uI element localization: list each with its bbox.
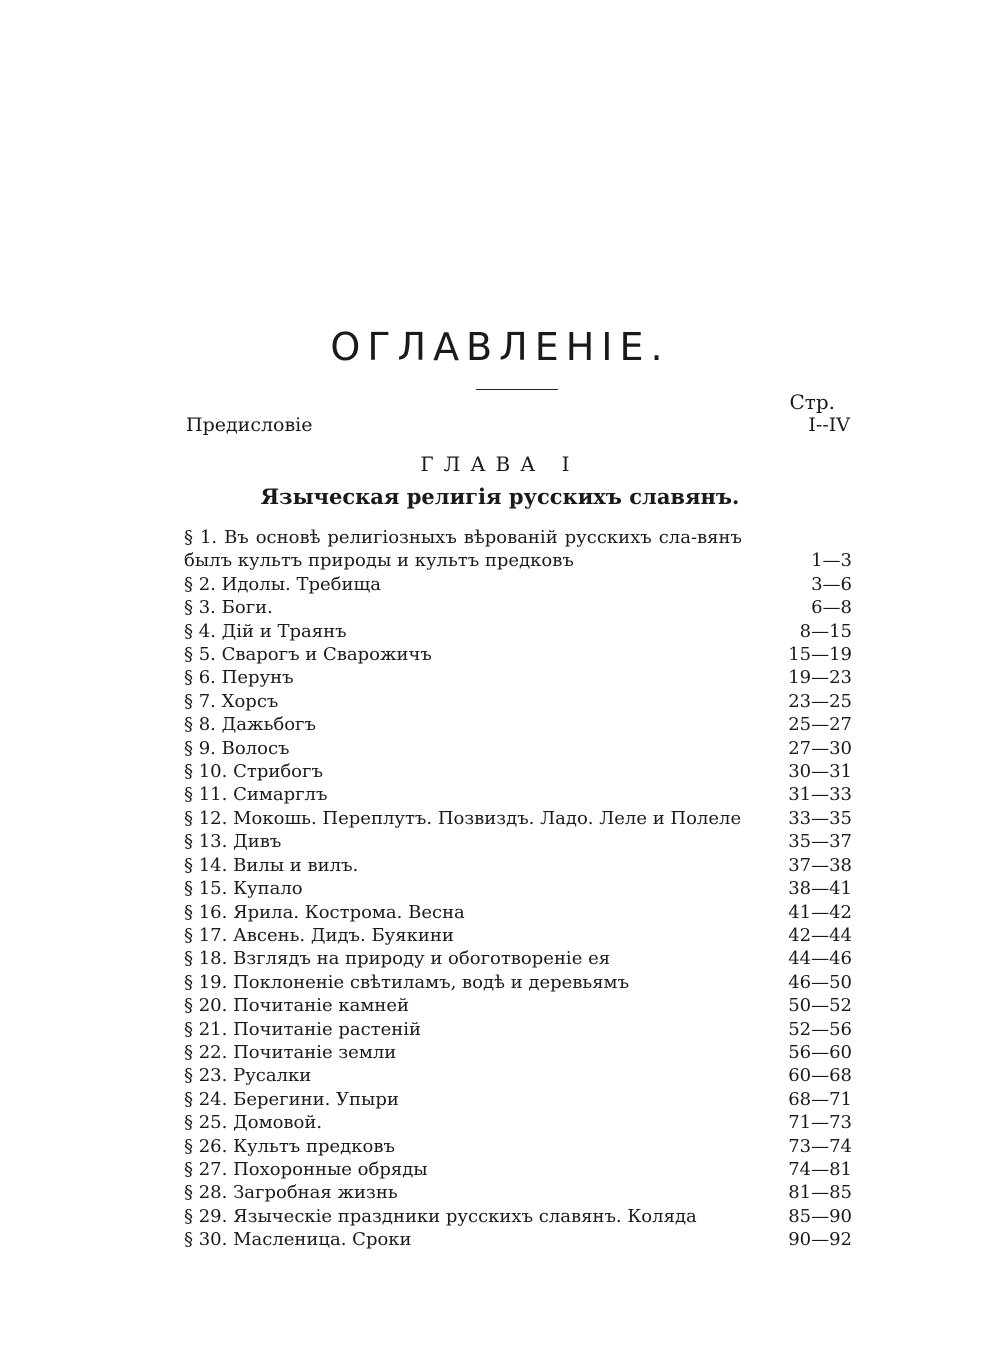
page-title: ОГЛАВЛЕНIЕ. (330, 325, 670, 369)
toc-entry (184, 901, 852, 924)
toc-entry-pages: 68—71 (788, 1088, 852, 1110)
toc-entry (184, 666, 852, 689)
toc-entry (184, 1205, 852, 1228)
toc-entry-title (184, 994, 852, 1017)
toc-entry-title (184, 1181, 852, 1204)
toc-entry-number: § 16. (184, 901, 228, 923)
toc-entry-number: § 17. (184, 924, 228, 946)
toc-entry-title (184, 947, 852, 970)
toc-entry-pages: 27—30 (788, 737, 852, 759)
toc-entry-pages: 46—50 (788, 971, 852, 993)
toc-entry-title (184, 924, 852, 947)
toc-entry (184, 994, 852, 1017)
toc-entry-text: Сварогъ и Сварожичъ (221, 644, 432, 666)
page-column-label: Стр. (789, 390, 835, 414)
toc-entry-pages: 41—42 (788, 901, 852, 923)
title-divider (476, 389, 558, 390)
toc-entry-pages: 44—46 (788, 948, 852, 970)
toc-entry (184, 596, 852, 619)
toc-entry-title (184, 620, 852, 643)
toc-entry-pages: 50—52 (788, 995, 852, 1017)
toc-entry-pages: 56—60 (788, 1041, 852, 1063)
toc-entry (184, 620, 852, 643)
toc-entry-title (184, 690, 852, 713)
toc-entry (184, 807, 852, 830)
toc-entry (184, 924, 852, 947)
toc-entry-text: Дажьбогъ (221, 714, 316, 736)
toc-entry-text: Почитанiе растенiй (233, 1018, 422, 1040)
toc-entry-pages: 31—33 (788, 784, 852, 806)
toc-entry-pages: 85—90 (788, 1205, 852, 1227)
toc-entry-number: § 14. (184, 854, 228, 876)
toc-entry-pages: 23—25 (788, 690, 852, 712)
toc-entry-number: § 18. (184, 948, 228, 970)
toc-entry-number: § 9. (184, 737, 216, 759)
toc-entry-text: Дивъ (233, 831, 282, 853)
toc-entry-title (184, 573, 852, 596)
toc-entry-text: Языческiе праздники русскихъ славянъ. Коляда (233, 1205, 697, 1227)
toc-entry-title (184, 1135, 852, 1158)
toc-entry (184, 1228, 852, 1251)
toc-entry-number: § 21. (184, 1018, 228, 1040)
toc-entry-title (184, 1205, 852, 1228)
toc-entry-pages: 1—3 (811, 550, 852, 572)
toc-entry-text: Дiй и Траянъ (221, 620, 347, 642)
toc-entry-number: § 11. (184, 784, 228, 806)
toc-entry (184, 947, 852, 970)
toc-entry-text: Русалки (233, 1065, 312, 1087)
toc-entry-title (184, 643, 852, 666)
toc-entry (184, 971, 852, 994)
toc-entry-number: § 8. (184, 714, 216, 736)
toc-entry (184, 1064, 852, 1087)
toc-entry-text: Симарглъ (233, 784, 328, 806)
toc-entry-title (184, 1228, 852, 1251)
toc-entry-number: § 22. (184, 1041, 228, 1063)
toc-entry-number: § 26. (184, 1135, 228, 1157)
toc-entry-title (184, 666, 852, 689)
toc-entry-title (184, 971, 852, 994)
toc-entry (184, 1158, 852, 1181)
toc-entry-number: § 28. (184, 1182, 228, 1204)
toc-entry (184, 1018, 852, 1041)
toc-entry-number: § 19. (184, 971, 228, 993)
chapter-heading: ГЛАВА I (420, 452, 580, 476)
toc-entry-pages: 81—85 (788, 1182, 852, 1204)
toc-entry-pages: 52—56 (788, 1018, 852, 1040)
toc-entry (184, 713, 852, 736)
toc-entry (184, 1111, 852, 1134)
toc-entry-text: Ярила. Кострома. Весна (233, 901, 465, 923)
toc-entry-title (184, 807, 852, 830)
toc-entry-text: Масленица. Сроки (233, 1229, 412, 1251)
toc-entry-pages: 60—68 (788, 1065, 852, 1087)
toc-entry-text: Почитанiе камней (233, 995, 409, 1017)
toc-entry-number: § 27. (184, 1158, 228, 1180)
toc-entry-number: § 7. (184, 690, 216, 712)
toc-entry (184, 1088, 852, 1111)
toc-entry-number: § 10. (184, 761, 228, 783)
toc-entry-number: § 20. (184, 995, 228, 1017)
toc-entry-text: Боги. (221, 597, 273, 619)
toc-entry-text: Берегини. Упыри (233, 1088, 399, 1110)
toc-entry (184, 783, 852, 806)
toc-entry-number: § 13. (184, 831, 228, 853)
toc-entry-text: Загробная жизнь (233, 1182, 398, 1204)
toc-entry-number: § 1. (184, 527, 218, 548)
toc-entry-number: § 6. (184, 667, 216, 689)
toc-entry-text: Взглядъ на природу и обоготворенiе ея (233, 948, 611, 970)
toc-entry-pages: 6—8 (811, 597, 852, 619)
toc-entry (184, 690, 852, 713)
toc-entry-number: § 15. (184, 878, 228, 900)
toc-entry-pages: 90—92 (788, 1229, 852, 1251)
toc-entry-text: Стрибогъ (233, 761, 323, 783)
toc-entry-number: § 23. (184, 1065, 228, 1087)
toc-entry-title (184, 1018, 852, 1041)
toc-entry (184, 1135, 852, 1158)
toc-entry-text: Похоронные обряды (233, 1158, 428, 1180)
preface-pages: I--IV (808, 414, 850, 436)
toc-entry-text: Почитанiе земли (233, 1041, 397, 1063)
toc-entry-number: § 24. (184, 1088, 228, 1110)
toc-entry-pages: 30—31 (788, 761, 852, 783)
toc-entry-pages: 15—19 (788, 644, 852, 666)
toc-entry-number: § 12. (184, 807, 228, 829)
toc-entry (184, 737, 852, 760)
toc-entry (184, 526, 852, 573)
toc-entry-pages: 8—15 (799, 620, 852, 642)
toc-entry-text: Мокошь. Переплутъ. Позвиздъ. Ладо. Леле и Полеле (233, 807, 742, 829)
table-of-contents (184, 526, 852, 1252)
toc-entry-text: Волосъ (221, 737, 290, 759)
preface-label: Предисловiе (186, 414, 313, 436)
toc-entry-text: Купало (233, 878, 303, 900)
toc-entry-text: Перунъ (221, 667, 294, 689)
toc-entry-text: Въ основѣ религiозныхъ вѣрованiй русскихъ сла-вянъ былъ культъ природы и культъ предковъ (184, 527, 742, 572)
toc-entry-number: § 4. (184, 620, 216, 642)
toc-entry (184, 1181, 852, 1204)
toc-entry-pages: 42—44 (788, 924, 852, 946)
toc-entry-title (184, 526, 852, 573)
toc-entry-text: Вилы и вилъ. (233, 854, 359, 876)
toc-entry-title (184, 596, 852, 619)
toc-entry-text: Идолы. Требища (221, 573, 381, 595)
toc-entry-title (184, 901, 852, 924)
toc-entry-number: § 3. (184, 597, 216, 619)
toc-entry-number: § 25. (184, 1112, 228, 1134)
toc-entry-pages: 73—74 (788, 1135, 852, 1157)
toc-entry-title (184, 1158, 852, 1181)
toc-entry (184, 854, 852, 877)
toc-entry-pages: 35—37 (788, 831, 852, 853)
toc-entry-text: Поклоненiе свѣтиламъ, водѣ и деревьямъ (233, 971, 630, 993)
toc-entry-title (184, 830, 852, 853)
toc-entry-pages: 25—27 (788, 714, 852, 736)
toc-entry-title (184, 1064, 852, 1087)
toc-entry-pages: 33—35 (788, 807, 852, 829)
toc-entry-title (184, 713, 852, 736)
toc-entry-title (184, 1041, 852, 1064)
toc-entry-text: Авсень. Дидъ. Буякини (233, 924, 454, 946)
toc-entry (184, 643, 852, 666)
toc-entry (184, 877, 852, 900)
toc-entry-title (184, 877, 852, 900)
toc-entry (184, 760, 852, 783)
toc-entry-title (184, 1088, 852, 1111)
toc-entry-number: § 5. (184, 644, 216, 666)
chapter-subtitle: Языческая религiя русскихъ славянъ. (260, 484, 740, 509)
toc-entry-pages: 37—38 (788, 854, 852, 876)
toc-entry-pages: 19—23 (788, 667, 852, 689)
toc-entry-pages: 74—81 (788, 1158, 852, 1180)
toc-entry-text: Культъ предковъ (233, 1135, 395, 1157)
toc-entry-pages: 71—73 (788, 1112, 852, 1134)
toc-entry (184, 573, 852, 596)
toc-entry-text: Домовой. (233, 1112, 323, 1134)
toc-entry-title (184, 854, 852, 877)
toc-entry-title (184, 1111, 852, 1134)
toc-entry-text: Хорсъ (221, 690, 279, 712)
toc-entry-number: § 29. (184, 1205, 228, 1227)
toc-entry-pages: 3—6 (811, 573, 852, 595)
toc-entry-title (184, 783, 852, 806)
toc-entry-number: § 2. (184, 573, 216, 595)
toc-entry-pages: 38—41 (788, 878, 852, 900)
toc-entry (184, 1041, 852, 1064)
toc-entry-number: § 30. (184, 1229, 228, 1251)
toc-entry-title (184, 737, 852, 760)
toc-entry-title (184, 760, 852, 783)
toc-entry (184, 830, 852, 853)
